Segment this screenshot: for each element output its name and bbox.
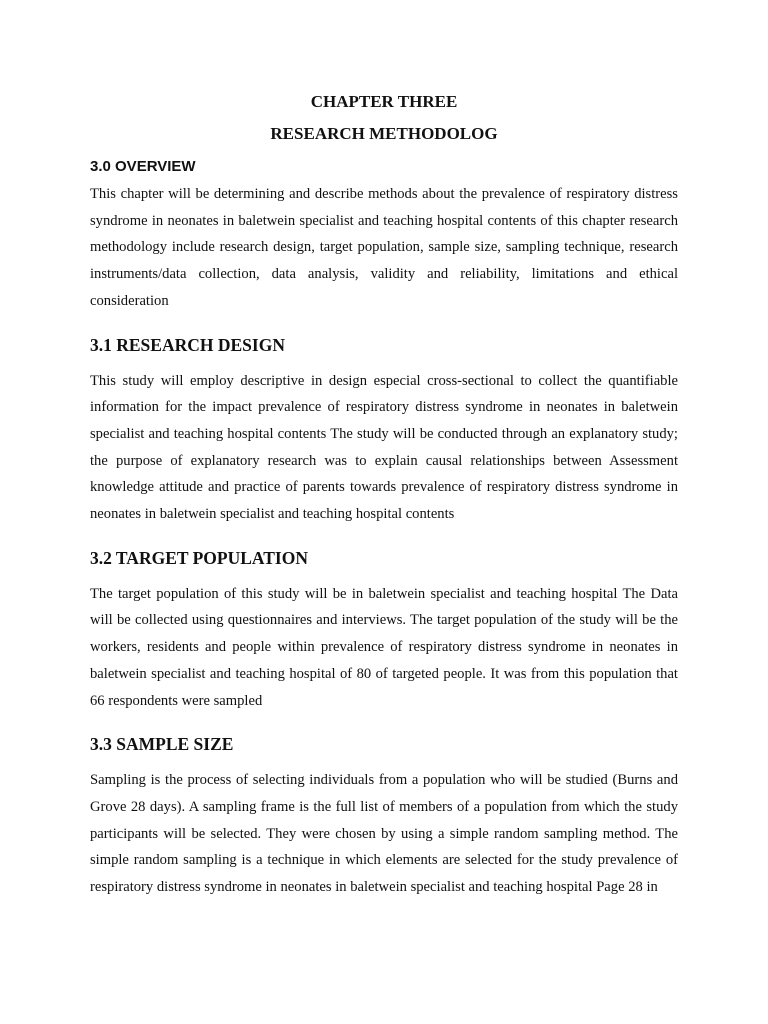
section-heading-sample-size: 3.3 SAMPLE SIZE — [90, 734, 234, 755]
document-page — [90, 92, 678, 901]
section-text-research-design: This study will employ descriptive in design especial cross-sectional to collect the quantifiable information for the impact prevalence of respiratory distress syndrome in neonates in baletwein specialist and teaching hospital contents The study will be conducted through an explanatory study; the purpose of explanatory research was to explain causal relationships between Assessment knowledge attitude and practice of parents towards prevalence of respiratory distress syndrome in neonates in baletwein specialist and teaching hospital contents — [90, 372, 678, 523]
chapter-subtitle: RESEARCH METHODOLOG — [270, 124, 498, 143]
section-heading-research-design: 3.1 RESEARCH DESIGN — [90, 334, 285, 355]
section-sample-size — [90, 734, 678, 901]
section-text-target-population: The target population of this study will be in baletwein specialist and teaching hospital The Data will be collected using questionnaires and interviews. The target population of the study will be the workers, residents and people within prevalence of respiratory distress syndrome in neonates in baletwein specialist and teaching hospital of 80 of targeted people. It was from this population that 66 respondents were sampled — [90, 585, 678, 709]
section-heading-target-population: 3.2 TARGET POPULATION — [90, 547, 308, 568]
section-overview — [90, 158, 678, 315]
section-heading-overview: 3.0 OVERVIEW — [90, 158, 196, 175]
section-target-population — [90, 548, 678, 715]
section-text-sample-size: Sampling is the process of selecting individuals from a population who will be studied (Burns and Grove 28 days). A sampling frame is the full list of members of a population from which the study participants will be selected. They were chosen by using a simple random sampling method. The simple random sampling is a technique in which elements are selected for the study prevalence of respiratory distress syndrome in neonates in baletwein specialist and teaching hospital Page 28 in — [90, 772, 678, 896]
section-research-design — [90, 335, 678, 528]
chapter-title: CHAPTER THREE — [310, 92, 458, 111]
section-text-overview: This chapter will be determining and describe methods about the prevalence of respiratory distress syndrome in neonates in baletwein specialist and teaching hospital contents of this chapter research methodology include research design, target population, sample size, sampling technique, research instruments/data collection, data analysis, validity and reliability, limitations and ethical consideration — [90, 186, 678, 309]
